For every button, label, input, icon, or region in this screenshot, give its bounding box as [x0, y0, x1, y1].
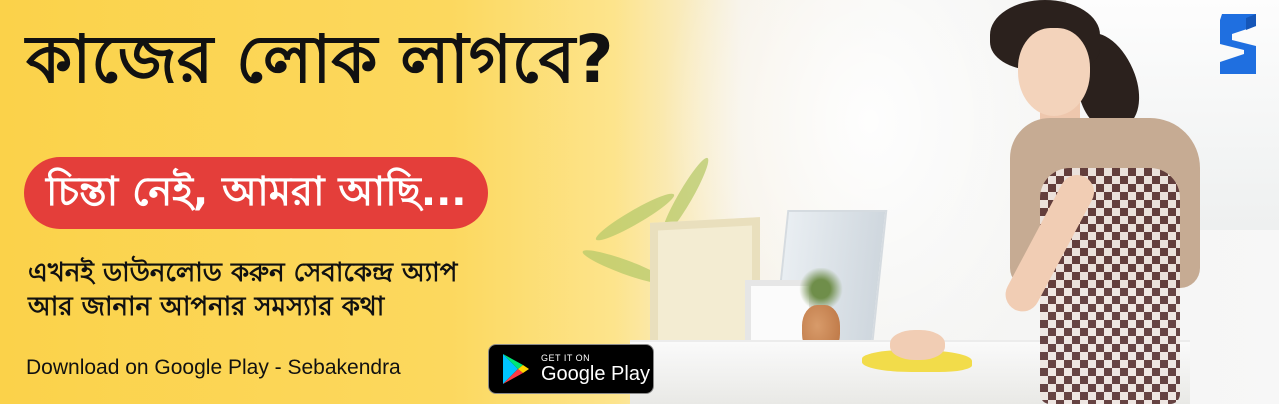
subtext	[28, 256, 568, 325]
headline: কাজের লোক লাগবে?	[26, 21, 614, 98]
badge-get-it-on: GET IT ON	[541, 352, 591, 363]
woman-face	[1018, 28, 1090, 116]
potted-plant-leaves	[798, 268, 844, 310]
tagline-text: চিন্তা নেই, আমরা আছি...	[46, 168, 467, 215]
tagline-pill	[24, 157, 488, 229]
google-play-icon	[501, 353, 531, 385]
sebakendra-s-logo-icon[interactable]	[1216, 12, 1260, 78]
subtext-line-1: এখনই ডাউনলোড করুন সেবাকেন্দ্র অ্যাপ	[28, 258, 458, 288]
google-play-badge[interactable]	[488, 344, 654, 394]
badge-google-play: Google Play	[541, 362, 650, 385]
download-caption: Download on Google Play - Sebakendra	[26, 356, 401, 379]
woman-hand	[890, 330, 945, 360]
badge-text	[541, 354, 650, 385]
subtext-line-2: আর জানান আপনার সমস্যার কথা	[28, 292, 385, 323]
